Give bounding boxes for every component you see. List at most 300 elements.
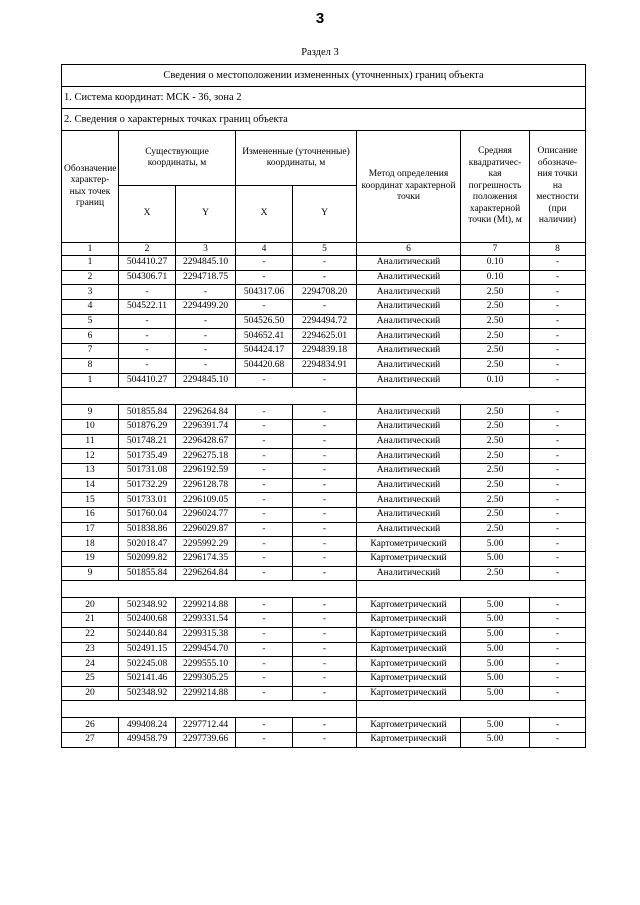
table-row (62, 449, 586, 464)
cell-existing-y: 2296391.74 (176, 419, 236, 434)
column-number: 2 (119, 243, 176, 256)
cell-changed-x: - (236, 671, 293, 686)
cell-existing-y: 2296264.84 (176, 405, 236, 420)
table-row (62, 522, 586, 537)
cell-point-id: 5 (62, 314, 119, 329)
cell-changed-x: - (236, 405, 293, 420)
cell-changed-y: - (293, 642, 357, 657)
cell-changed-x: - (236, 522, 293, 537)
cell-description: - (530, 285, 586, 300)
cell-error: 5.00 (461, 537, 530, 552)
cell-method: Картометрический (357, 613, 461, 628)
cell-description: - (530, 552, 586, 567)
cell-method: Аналитический (357, 463, 461, 478)
cell-point-id: 8 (62, 358, 119, 373)
cell-error: 5.00 (461, 657, 530, 672)
separator-cell (357, 388, 586, 405)
cell-changed-y: - (293, 449, 357, 464)
cell-changed-x: - (236, 627, 293, 642)
cell-existing-x: 502348.92 (119, 686, 176, 701)
cell-point-id: 25 (62, 671, 119, 686)
cell-existing-x: 502440.84 (119, 627, 176, 642)
cell-changed-x: - (236, 434, 293, 449)
cell-changed-y: - (293, 657, 357, 672)
cell-changed-y: - (293, 718, 357, 733)
cell-changed-y: 2294625.01 (293, 329, 357, 344)
cell-changed-x: - (236, 449, 293, 464)
cell-existing-y: - (176, 285, 236, 300)
cell-existing-y: - (176, 314, 236, 329)
cell-method: Аналитический (357, 300, 461, 315)
cell-method: Картометрический (357, 537, 461, 552)
header-designation: Обозначение характер-ных точек границ (62, 131, 119, 243)
cell-description: - (530, 358, 586, 373)
cell-existing-x: 502018.47 (119, 537, 176, 552)
cell-error: 2.50 (461, 300, 530, 315)
table-row (62, 373, 586, 388)
cell-method: Аналитический (357, 449, 461, 464)
table-row (62, 434, 586, 449)
header-existing-y: Y (176, 186, 236, 243)
cell-error: 2.50 (461, 344, 530, 359)
cell-changed-x: 504526.50 (236, 314, 293, 329)
cell-changed-x: - (236, 598, 293, 613)
table-row (62, 300, 586, 315)
cell-changed-y: - (293, 537, 357, 552)
cell-method: Аналитический (357, 478, 461, 493)
cell-existing-x: 501855.84 (119, 566, 176, 581)
cell-changed-y: - (293, 613, 357, 628)
cell-changed-x: - (236, 493, 293, 508)
cell-description: - (530, 642, 586, 657)
cell-method: Аналитический (357, 344, 461, 359)
cell-existing-y: 2296275.18 (176, 449, 236, 464)
cell-description: - (530, 522, 586, 537)
cell-description: - (530, 449, 586, 464)
separator-cell (62, 701, 357, 718)
cell-point-id: 20 (62, 686, 119, 701)
cell-changed-x: - (236, 657, 293, 672)
separator-row (62, 388, 586, 405)
table-row (62, 285, 586, 300)
cell-existing-y: 2294718.75 (176, 270, 236, 285)
cell-description: - (530, 344, 586, 359)
cell-changed-x: 504424.17 (236, 344, 293, 359)
coordinate-system: 1. Система координат: МСК - 36, зона 2 (62, 87, 586, 109)
table-row (62, 314, 586, 329)
cell-existing-y: 2296264.84 (176, 566, 236, 581)
cell-method: Картометрический (357, 598, 461, 613)
cell-existing-y: 2299214.88 (176, 686, 236, 701)
cell-changed-x: - (236, 478, 293, 493)
cell-existing-x: 502245.08 (119, 657, 176, 672)
cell-description: - (530, 613, 586, 628)
table-row (62, 358, 586, 373)
cell-description: - (530, 478, 586, 493)
cell-method: Аналитический (357, 270, 461, 285)
table-row (62, 419, 586, 434)
cell-error: 5.00 (461, 671, 530, 686)
cell-description: - (530, 419, 586, 434)
cell-changed-x: - (236, 613, 293, 628)
cell-method: Картометрический (357, 642, 461, 657)
cell-existing-x: 504410.27 (119, 256, 176, 271)
cell-point-id: 9 (62, 566, 119, 581)
cell-existing-x: 502491.15 (119, 642, 176, 657)
cell-changed-y: - (293, 478, 357, 493)
cell-existing-y: 2297712.44 (176, 718, 236, 733)
cell-existing-x: 504410.27 (119, 373, 176, 388)
cell-description: - (530, 671, 586, 686)
table-title: Сведения о местоположении измененных (уточненных) границ объекта (62, 65, 586, 87)
table-row (62, 718, 586, 733)
cell-changed-y: - (293, 434, 357, 449)
cell-method: Картометрический (357, 657, 461, 672)
cell-point-id: 26 (62, 718, 119, 733)
cell-changed-y: 2294708.20 (293, 285, 357, 300)
cell-error: 2.50 (461, 522, 530, 537)
cell-error: 2.50 (461, 478, 530, 493)
cell-error: 2.50 (461, 434, 530, 449)
cell-changed-y: 2294839.18 (293, 344, 357, 359)
cell-error: 0.10 (461, 270, 530, 285)
cell-point-id: 15 (62, 493, 119, 508)
cell-method: Аналитический (357, 314, 461, 329)
cell-description: - (530, 373, 586, 388)
cell-existing-y: 2296109.05 (176, 493, 236, 508)
cell-point-id: 18 (62, 537, 119, 552)
cell-method: Аналитический (357, 358, 461, 373)
cell-point-id: 4 (62, 300, 119, 315)
cell-point-id: 9 (62, 405, 119, 420)
cell-description: - (530, 434, 586, 449)
cell-changed-x: - (236, 537, 293, 552)
cell-point-id: 1 (62, 373, 119, 388)
cell-existing-y: - (176, 329, 236, 344)
header-changed-y: Y (293, 186, 357, 243)
cell-existing-x: 501732.29 (119, 478, 176, 493)
cell-error: 5.00 (461, 627, 530, 642)
table-row (62, 671, 586, 686)
header-changed-coords: Измененные (уточненные) координаты, м (236, 131, 357, 186)
table-row (62, 613, 586, 628)
cell-method: Аналитический (357, 419, 461, 434)
cell-existing-y: 2299315.38 (176, 627, 236, 642)
separator-cell (357, 701, 586, 718)
cell-method: Картометрический (357, 552, 461, 567)
header-error: Средняя квадратичес-кая погрешность положения характерной точки (Mt), м (461, 131, 530, 243)
table-row (62, 270, 586, 285)
separator-cell (62, 388, 357, 405)
cell-error: 2.50 (461, 566, 530, 581)
table-row (62, 642, 586, 657)
cell-changed-y: - (293, 373, 357, 388)
separator-row (62, 581, 586, 598)
cell-error: 5.00 (461, 686, 530, 701)
column-numbers-row (62, 243, 586, 256)
cell-error: 5.00 (461, 732, 530, 747)
cell-description: - (530, 270, 586, 285)
cell-existing-x: 504522.11 (119, 300, 176, 315)
cell-description: - (530, 329, 586, 344)
cell-error: 5.00 (461, 552, 530, 567)
cell-existing-x: 501731.08 (119, 463, 176, 478)
cell-error: 2.50 (461, 285, 530, 300)
table-row (62, 627, 586, 642)
header-existing-x: X (119, 186, 176, 243)
cell-changed-y: - (293, 508, 357, 523)
cell-point-id: 23 (62, 642, 119, 657)
cell-method: Аналитический (357, 508, 461, 523)
cell-changed-x: - (236, 642, 293, 657)
cell-changed-y: - (293, 463, 357, 478)
cell-error: 5.00 (461, 598, 530, 613)
cell-existing-y: 2296128.78 (176, 478, 236, 493)
cell-method: Аналитический (357, 329, 461, 344)
separator-cell (62, 581, 357, 598)
cell-error: 2.50 (461, 419, 530, 434)
cell-changed-y: - (293, 686, 357, 701)
boundary-points-table (61, 64, 586, 748)
separator-cell (357, 581, 586, 598)
cell-description: - (530, 463, 586, 478)
cell-changed-x: - (236, 566, 293, 581)
cell-existing-y: 2299214.88 (176, 598, 236, 613)
cell-description: - (530, 686, 586, 701)
cell-method: Аналитический (357, 566, 461, 581)
cell-description: - (530, 657, 586, 672)
column-number: 4 (236, 243, 293, 256)
cell-error: 2.50 (461, 405, 530, 420)
cell-changed-y: - (293, 671, 357, 686)
cell-point-id: 17 (62, 522, 119, 537)
cell-description: - (530, 566, 586, 581)
table-row (62, 478, 586, 493)
table-row (62, 329, 586, 344)
cell-point-id: 24 (62, 657, 119, 672)
table-row (62, 686, 586, 701)
table-row (62, 598, 586, 613)
cell-changed-x: - (236, 270, 293, 285)
cell-method: Аналитический (357, 285, 461, 300)
column-number: 7 (461, 243, 530, 256)
cell-changed-y: - (293, 552, 357, 567)
cell-point-id: 13 (62, 463, 119, 478)
table-row (62, 463, 586, 478)
cell-changed-x: - (236, 732, 293, 747)
cell-point-id: 14 (62, 478, 119, 493)
cell-changed-y: - (293, 493, 357, 508)
cell-point-id: 22 (62, 627, 119, 642)
cell-changed-x: 504652.41 (236, 329, 293, 344)
cell-changed-y: 2294834.91 (293, 358, 357, 373)
cell-point-id: 11 (62, 434, 119, 449)
cell-changed-y: - (293, 270, 357, 285)
cell-point-id: 6 (62, 329, 119, 344)
cell-existing-y: 2296428.67 (176, 434, 236, 449)
cell-error: 5.00 (461, 613, 530, 628)
cell-description: - (530, 732, 586, 747)
cell-changed-x: 504420.68 (236, 358, 293, 373)
cell-description: - (530, 300, 586, 315)
cell-method: Картометрический (357, 732, 461, 747)
cell-existing-x: 499458.79 (119, 732, 176, 747)
cell-point-id: 7 (62, 344, 119, 359)
points-heading: 2. Сведения о характерных точках границ объекта (62, 109, 586, 131)
cell-changed-x: 504317.06 (236, 285, 293, 300)
cell-changed-x: - (236, 552, 293, 567)
cell-existing-x: 501876.29 (119, 419, 176, 434)
cell-existing-x: 501748.21 (119, 434, 176, 449)
cell-changed-x: - (236, 373, 293, 388)
table-row (62, 537, 586, 552)
cell-method: Аналитический (357, 405, 461, 420)
column-number: 6 (357, 243, 461, 256)
cell-existing-x: 501735.49 (119, 449, 176, 464)
cell-changed-x: - (236, 256, 293, 271)
cell-method: Картометрический (357, 718, 461, 733)
cell-changed-y: - (293, 419, 357, 434)
cell-changed-y: - (293, 566, 357, 581)
cell-existing-x: 502400.68 (119, 613, 176, 628)
cell-existing-x: 504306.71 (119, 270, 176, 285)
cell-existing-y: 2299331.54 (176, 613, 236, 628)
header-existing-coords: Существующие координаты, м (119, 131, 236, 186)
cell-existing-y: 2296024.77 (176, 508, 236, 523)
cell-existing-y: 2296174.35 (176, 552, 236, 567)
header-method: Метод определения координат характерной точки (357, 131, 461, 243)
cell-existing-y: 2296192.59 (176, 463, 236, 478)
cell-point-id: 10 (62, 419, 119, 434)
cell-existing-y: 2294845.10 (176, 256, 236, 271)
cell-changed-x: - (236, 508, 293, 523)
cell-changed-x: - (236, 300, 293, 315)
cell-error: 2.50 (461, 463, 530, 478)
table-row (62, 657, 586, 672)
cell-error: 5.00 (461, 718, 530, 733)
separator-row (62, 701, 586, 718)
cell-existing-y: - (176, 358, 236, 373)
cell-error: 5.00 (461, 642, 530, 657)
cell-point-id: 2 (62, 270, 119, 285)
cell-existing-x: 502099.82 (119, 552, 176, 567)
cell-changed-y: - (293, 627, 357, 642)
cell-changed-y: - (293, 405, 357, 420)
cell-existing-x: 501733.01 (119, 493, 176, 508)
cell-error: 0.10 (461, 256, 530, 271)
table-row (62, 405, 586, 420)
cell-description: - (530, 256, 586, 271)
table-row (62, 566, 586, 581)
cell-changed-y: 2294494.72 (293, 314, 357, 329)
cell-error: 2.50 (461, 508, 530, 523)
cell-changed-x: - (236, 686, 293, 701)
cell-point-id: 27 (62, 732, 119, 747)
page-number: 3 (315, 10, 325, 27)
cell-description: - (530, 314, 586, 329)
table-row (62, 732, 586, 747)
cell-existing-y: 2299555.10 (176, 657, 236, 672)
cell-existing-y: - (176, 344, 236, 359)
cell-method: Картометрический (357, 686, 461, 701)
cell-point-id: 12 (62, 449, 119, 464)
cell-existing-y: 2294499.20 (176, 300, 236, 315)
column-number: 3 (176, 243, 236, 256)
cell-existing-x: 501838.86 (119, 522, 176, 537)
cell-existing-x: - (119, 358, 176, 373)
cell-error: 2.50 (461, 449, 530, 464)
cell-method: Картометрический (357, 627, 461, 642)
cell-method: Аналитический (357, 434, 461, 449)
cell-existing-y: 2299305.25 (176, 671, 236, 686)
cell-error: 2.50 (461, 493, 530, 508)
cell-existing-x: 502141.46 (119, 671, 176, 686)
cell-changed-x: - (236, 419, 293, 434)
cell-existing-y: 2295992.29 (176, 537, 236, 552)
cell-description: - (530, 493, 586, 508)
cell-description: - (530, 537, 586, 552)
cell-description: - (530, 508, 586, 523)
cell-existing-y: 2294845.10 (176, 373, 236, 388)
cell-existing-x: 501760.04 (119, 508, 176, 523)
cell-error: 2.50 (461, 358, 530, 373)
cell-method: Аналитический (357, 522, 461, 537)
cell-method: Картометрический (357, 671, 461, 686)
cell-point-id: 21 (62, 613, 119, 628)
header-description: Описание обозначе-ния точки на местности (при наличии) (530, 131, 586, 243)
table-row (62, 552, 586, 567)
cell-existing-y: 2296029.87 (176, 522, 236, 537)
cell-point-id: 20 (62, 598, 119, 613)
cell-existing-y: 2299454.70 (176, 642, 236, 657)
cell-changed-y: - (293, 598, 357, 613)
table-row (62, 344, 586, 359)
cell-existing-x: - (119, 344, 176, 359)
cell-existing-x: 499408.24 (119, 718, 176, 733)
cell-existing-y: 2297739.66 (176, 732, 236, 747)
cell-description: - (530, 627, 586, 642)
cell-changed-y: - (293, 732, 357, 747)
cell-point-id: 3 (62, 285, 119, 300)
column-number: 8 (530, 243, 586, 256)
cell-error: 2.50 (461, 329, 530, 344)
cell-changed-y: - (293, 522, 357, 537)
cell-changed-y: - (293, 300, 357, 315)
cell-changed-y: - (293, 256, 357, 271)
cell-existing-x: - (119, 329, 176, 344)
table-row (62, 256, 586, 271)
column-number: 5 (293, 243, 357, 256)
table-row (62, 493, 586, 508)
cell-changed-x: - (236, 718, 293, 733)
cell-point-id: 19 (62, 552, 119, 567)
cell-method: Аналитический (357, 493, 461, 508)
section-label: Раздел 3 (301, 47, 339, 58)
cell-existing-x: - (119, 314, 176, 329)
cell-point-id: 16 (62, 508, 119, 523)
table-row (62, 508, 586, 523)
cell-method: Аналитический (357, 373, 461, 388)
cell-method: Аналитический (357, 256, 461, 271)
cell-changed-x: - (236, 463, 293, 478)
cell-description: - (530, 598, 586, 613)
cell-existing-x: - (119, 285, 176, 300)
column-number: 1 (62, 243, 119, 256)
cell-description: - (530, 405, 586, 420)
cell-existing-x: 502348.92 (119, 598, 176, 613)
cell-error: 2.50 (461, 314, 530, 329)
cell-error: 0.10 (461, 373, 530, 388)
